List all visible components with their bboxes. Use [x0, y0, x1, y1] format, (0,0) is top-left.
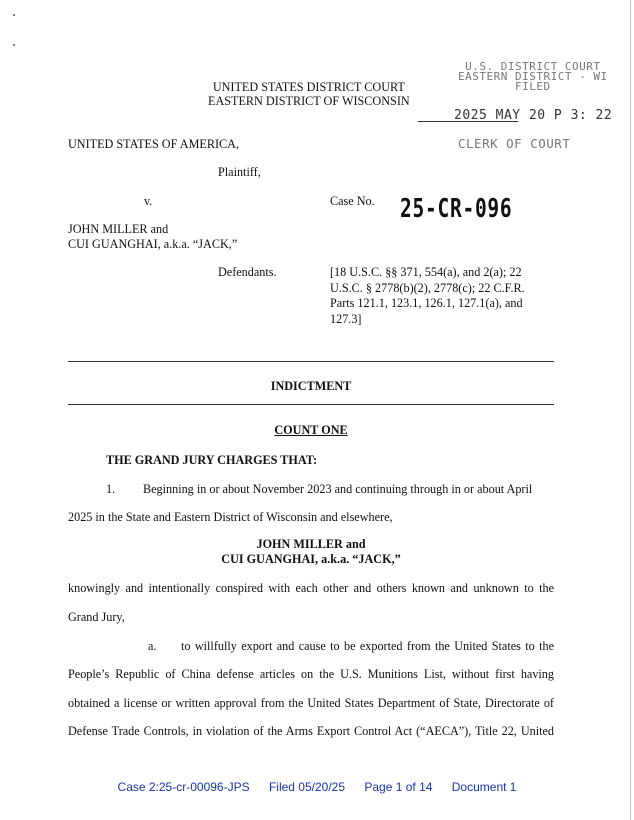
footer-case: Case 2:25-cr-00096-JPS — [117, 780, 250, 794]
versus: v. — [144, 194, 153, 208]
case-number: 25-CR-096 — [400, 194, 513, 224]
case-no-label: Case No. — [330, 194, 375, 208]
stamp-filed: FILED — [514, 80, 551, 93]
page-edge — [630, 0, 631, 820]
item-a-label: a. — [148, 639, 157, 653]
item-a-line-3: obtained a license or written approval from the United States Department of State, Directorate of — [68, 696, 554, 710]
statute-line: U.S.C. § 2778(b)(2), 2778(c); 22 C.F.R. — [330, 280, 525, 295]
statute-line: [18 U.S.C. §§ 371, 554(a), and 2(a); 22 — [330, 265, 522, 279]
defendants-label: Defendants. — [218, 265, 277, 279]
court-name: UNITED STATES DISTRICT COURT — [212, 80, 405, 94]
item-a-line-4: Defense Trade Controls, in violation of the Arms Export Control Act (“AECA”), Title 22, United — [68, 724, 554, 738]
footer-filed: Filed 05/20/25 — [268, 780, 346, 794]
defendants-block-line: CUI GUANGHAI, a.k.a. “JACK,” — [221, 552, 401, 566]
defendants-block — [68, 537, 554, 567]
title-rule-top — [68, 361, 554, 362]
conspiracy-line-2: Grand Jury, — [68, 610, 125, 624]
court-district: EASTERN DISTRICT OF WISCONSIN — [208, 94, 410, 108]
defendant-1: JOHN MILLER and — [68, 222, 169, 236]
stamp-court: U.S. DISTRICT COURT — [465, 60, 601, 73]
paragraph-number: 1. — [106, 482, 116, 496]
defendant-names — [68, 222, 237, 252]
defendants-block-line: JOHN MILLER and — [256, 537, 366, 551]
stamp-clerk: CLERK OF COURT — [458, 136, 571, 151]
stamp-district: EASTERN DISTRICT - WI — [458, 70, 608, 83]
filing-stamp — [458, 62, 608, 92]
defendant-2: CUI GUANGHAI, a.k.a. “JACK,” — [68, 237, 238, 251]
paragraph-1-line-2: 2025 in the State and Eastern District of Wisconsin and elsewhere, — [68, 510, 393, 524]
paragraph-1-line-1: Beginning in or about November 2023 and continuing through in or about April — [143, 482, 533, 496]
document-title: INDICTMENT — [270, 379, 352, 393]
charges-intro: THE GRAND JURY CHARGES THAT: — [106, 453, 318, 467]
scan-speck — [13, 44, 15, 46]
stamp-rule — [418, 121, 518, 122]
statute-line: 127.3] — [330, 311, 362, 326]
item-a-line-2: People’s Republic of China defense articles on the U.S. Munitions List, without first having — [68, 667, 554, 681]
court-header — [208, 80, 410, 108]
statutes — [330, 265, 525, 327]
title-rule-bottom — [68, 404, 554, 405]
ecf-footer — [0, 780, 634, 794]
scan-speck — [13, 14, 15, 16]
count-heading: COUNT ONE — [274, 423, 348, 437]
footer-document: Document 1 — [451, 780, 517, 794]
footer-page: Page 1 of 14 — [364, 780, 433, 794]
plaintiff-name: UNITED STATES OF AMERICA, — [68, 137, 240, 151]
statute-line: Parts 121.1, 123.1, 126.1, 127.1(a), and — [330, 296, 523, 310]
plaintiff-label: Plaintiff, — [218, 165, 261, 179]
stamp-date: 2025 MAY 20 P 3: 22 — [454, 108, 613, 123]
conspiracy-line-1: knowingly and intentionally conspired with each other and others known and unknown to the — [68, 581, 554, 595]
item-a-line-1: to willfully export and cause to be exported from the United States to the — [181, 639, 554, 653]
